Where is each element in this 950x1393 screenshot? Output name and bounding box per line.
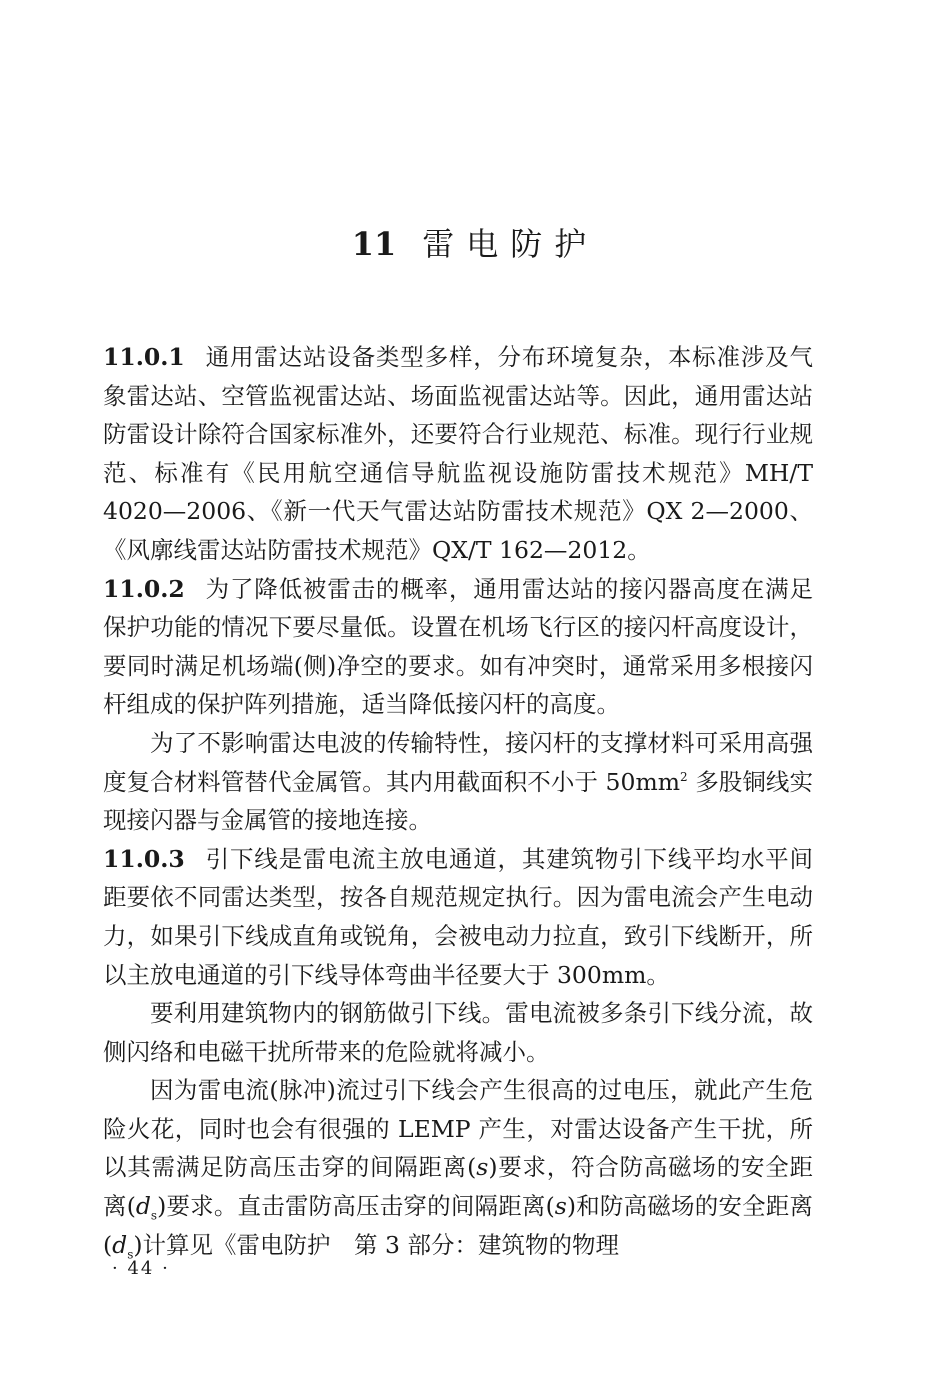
- variable-s: s: [554, 1192, 567, 1221]
- clause-number: 11.0.1: [103, 343, 185, 371]
- clause-11-0-1: [103, 338, 813, 570]
- clause-11-0-3-paragraph-2: [103, 994, 813, 1071]
- clause-text: 引下线是雷电流主放电通道，其建筑物引下线平均水平间距要依不同雷达类型，按各自规范规定执行。因为雷电流会产生电动力，如果引下线成直角或锐角，会被电动力拉直，致引下线断开，所以主放电通道的引下线导体弯曲半径要大于 300mm。: [103, 844, 813, 989]
- superscript: 2: [680, 769, 688, 784]
- clause-11-0-3-paragraph-3: [103, 1071, 813, 1264]
- clause-11-0-2: [103, 570, 813, 724]
- chapter-title: [0, 222, 950, 266]
- paragraph-text: 要利用建筑物内的钢筋做引下线。雷电流被多条引下线分流，故侧闪络和电磁干扰所带来的危险就将减小。: [103, 999, 813, 1066]
- clause-11-0-2-paragraph-2: [103, 724, 813, 840]
- clause-text: 通用雷达站设备类型多样，分布环境复杂，本标准涉及气象雷达站、空管监视雷达站、场面监视雷达站等。因此，通用雷达站防雷设计除符合国家标准外，还要符合行业规范、标准。现行行业规范、标准有《民用航空通信导航监视设施防雷技术规范》MH/T 4020—2006、《新一代天气雷达站防雷技术规范》QX 2—2000、《风廓线雷达站防雷技术规范》QX/T 162—2012。: [103, 343, 813, 564]
- paragraph-text: 因为雷电流(脉冲)流过引下线会产生很高的过电压，就此产生危险火花，同时也会有很强的 LEMP 产生，对雷达设备产生干扰，所以其需满足防高压击穿的间隔距离(: [103, 1076, 813, 1182]
- subscript: s: [150, 1208, 158, 1223]
- chapter-name: 雷电防护: [422, 225, 599, 263]
- paragraph-text: )计算见《雷电防护 第 3 部分：建筑物的物理: [133, 1230, 619, 1259]
- paragraph-text: )要求，符合防高磁场的安全距离(: [103, 1153, 814, 1221]
- clause-text: 为了降低被雷击的概率，通用雷达站的接闪器高度在满足保护功能的情况下要尽量低。设置在机场飞行区的接闪杆高度设计，要同时满足机场端(侧)净空的要求。如有冲突时，通常采用多根接闪杆组成的保护阵列措施，适当降低接闪杆的高度。: [103, 574, 813, 719]
- variable-s: s: [476, 1153, 489, 1182]
- page-number: · 44 ·: [112, 1258, 170, 1279]
- paragraph-text: 多股铜线实现接闪器与金属管的接地连接。: [103, 767, 813, 835]
- variable-d: d: [135, 1192, 151, 1221]
- clause-number: 11.0.3: [103, 844, 185, 873]
- clause-number: 11.0.2: [103, 574, 185, 603]
- paragraph-text: )和防高磁场的安全距离(: [103, 1192, 814, 1259]
- document-body: [103, 338, 813, 1264]
- variable-d: d: [112, 1230, 128, 1259]
- clause-11-0-3: [103, 840, 813, 994]
- subscript: s: [127, 1247, 134, 1262]
- paragraph-text: 为了不影响雷达电波的传输特性，接闪杆的支撑材料可采用高强度复合材料管替代金属管。其内用截面积不小于 50mm: [103, 728, 813, 796]
- chapter-number: 11: [351, 225, 397, 263]
- paragraph-text: )要求。直击雷防高压击穿的间隔距离(: [157, 1192, 555, 1221]
